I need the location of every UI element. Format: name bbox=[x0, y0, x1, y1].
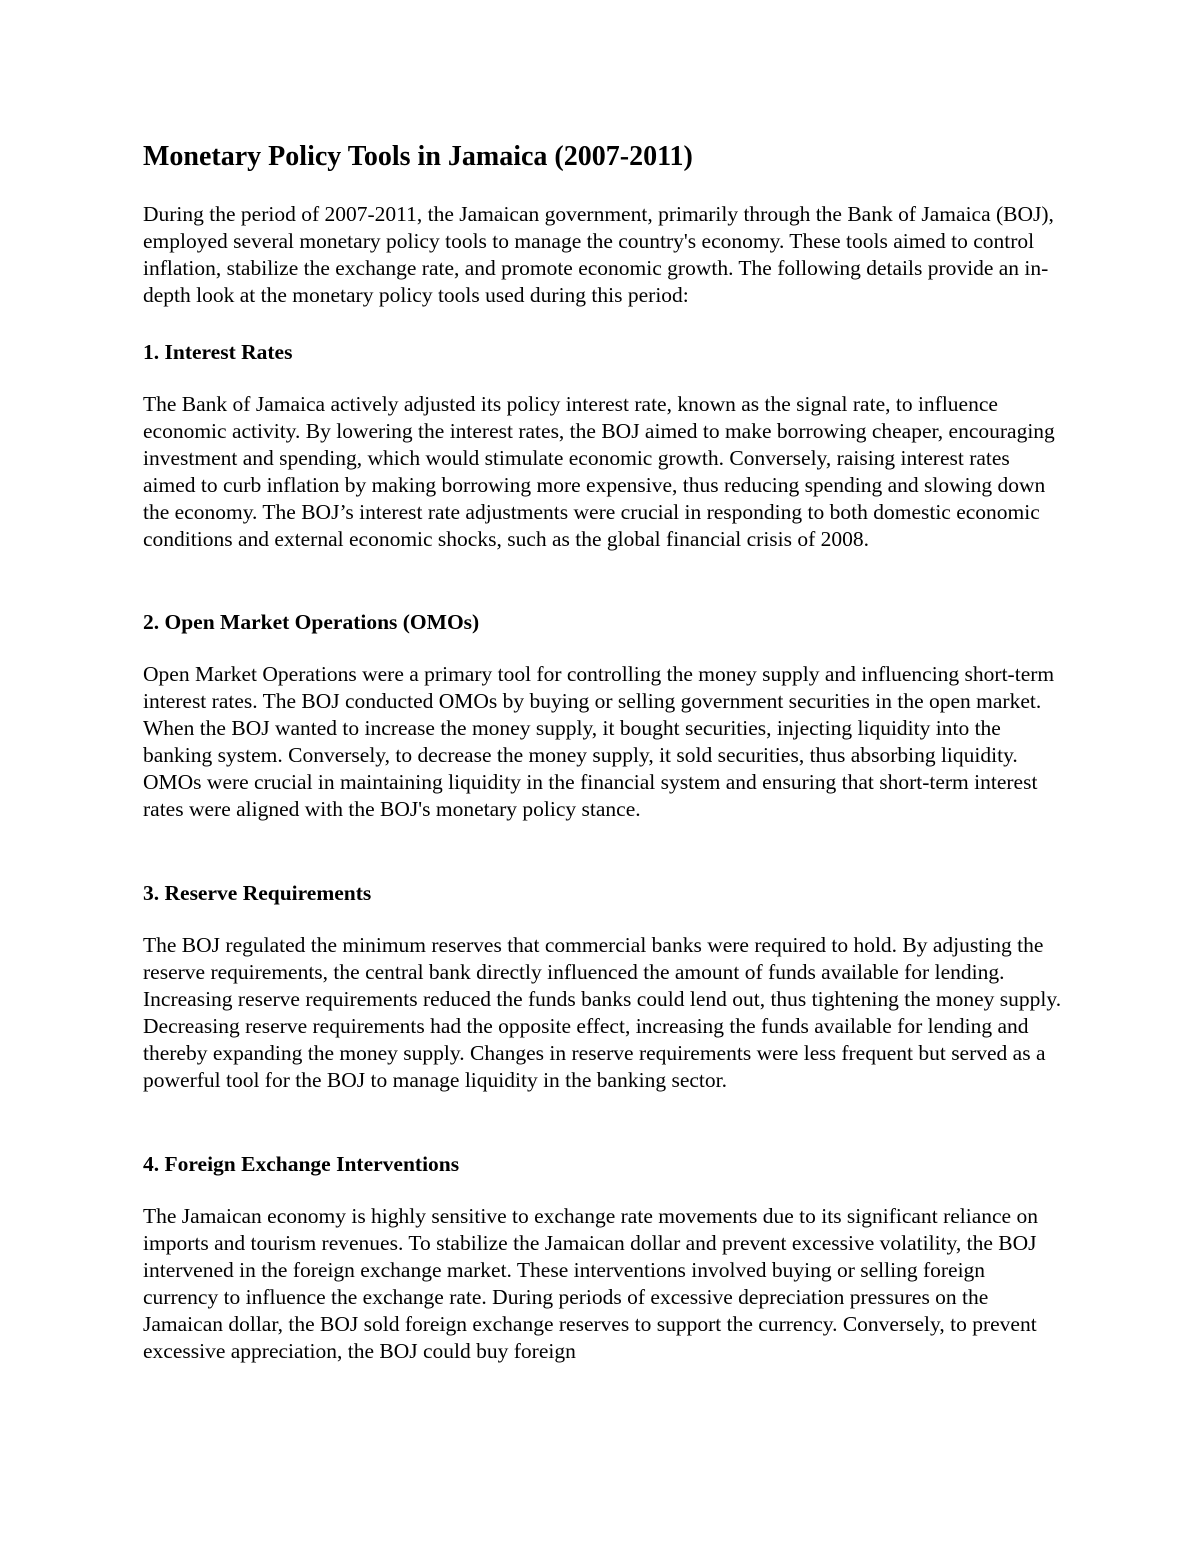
section-heading-reserve-requirements: 3. Reserve Requirements bbox=[143, 881, 372, 905]
section-body-foreign-exchange-interventions: The Jamaican economy is highly sensitive to exchange rate movements due to its significant reliance on imports and tourism revenues. To stabilize the Jamaican dollar and prevent excessive volatility, the BOJ intervened in the foreign exchange market. These interventions involved buying or selling foreign currency to influence the exchange rate. During periods of excessive depreciation pressures on the Jamaican dollar, the BOJ sold foreign exchange reserves to support the currency. Conversely, to prevent excessive appreciation, the BOJ could buy foreign bbox=[143, 1204, 1038, 1364]
section-heading-foreign-exchange-interventions: 4. Foreign Exchange Interventions bbox=[143, 1152, 460, 1176]
intro-paragraph: During the period of 2007-2011, the Jamaican government, primarily through the Bank of Jamaica (BOJ), employed several monetary policy tools to manage the country's economy. These tools aimed to control inflation, stabilize the exchange rate, and promote economic growth. The following details provide an in-depth look at the monetary policy tools used during this period: bbox=[143, 202, 1054, 308]
section-heading-open-market-operations: 2. Open Market Operations (OMOs) bbox=[143, 610, 480, 634]
section-body-interest-rates: The Bank of Jamaica actively adjusted its policy interest rate, known as the signal rate, to influence economic activity. By lowering the interest rates, the BOJ aimed to make borrowing cheaper, encouraging investment and spending, which would stimulate economic growth. Conversely, raising interest rates aimed to curb inflation by making borrowing more expensive, thus reducing spending and slowing down the economy. The BOJ’s interest rate adjustments were crucial in responding to both domestic economic conditions and external economic shocks, such as the global financial crisis of 2008. bbox=[143, 392, 1055, 552]
section-body-open-market-operations: Open Market Operations were a primary tool for controlling the money supply and influencing short-term interest rates. The BOJ conducted OMOs by buying or selling government securities in the open market. When the BOJ wanted to increase the money supply, it bought securities, injecting liquidity into the banking system. Conversely, to decrease the money supply, it sold securities, thus absorbing liquidity. OMOs were crucial in maintaining liquidity in the financial system and ensuring that short-term interest rates were aligned with the BOJ's monetary policy stance. bbox=[143, 662, 1055, 822]
section-body-reserve-requirements: The BOJ regulated the minimum reserves that commercial banks were required to hold. By adjusting the reserve requirements, the central bank directly influenced the amount of funds available for lending. Increasing reserve requirements reduced the funds banks could lend out, thus tightening the money supply. Decreasing reserve requirements had the opposite effect, increasing the funds available for lending and thereby expanding the money supply. Changes in reserve requirements were less frequent but served as a powerful tool for the BOJ to manage liquidity in the banking sector. bbox=[143, 933, 1062, 1093]
document-title: Monetary Policy Tools in Jamaica (2007-2011) bbox=[143, 141, 693, 172]
section-heading-interest-rates: 1. Interest Rates bbox=[143, 340, 293, 364]
